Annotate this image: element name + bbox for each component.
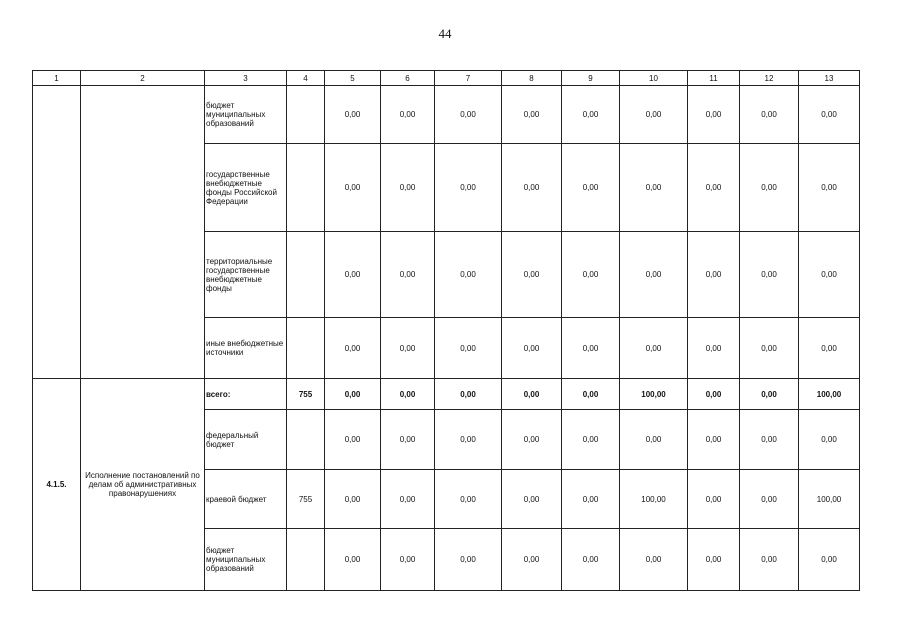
value-cell: 100,00 [799, 379, 860, 410]
value-cell: 0,00 [620, 529, 688, 591]
header-cell: 10 [620, 71, 688, 86]
value-cell: 0,00 [740, 318, 799, 379]
value-cell: 0,00 [562, 86, 620, 144]
grbs-code [287, 232, 325, 318]
value-cell: 0,00 [502, 86, 562, 144]
funding-source: всего: [205, 379, 287, 410]
value-cell: 0,00 [740, 144, 799, 232]
grbs-code [287, 529, 325, 591]
value-cell: 0,00 [562, 410, 620, 470]
value-cell: 0,00 [562, 529, 620, 591]
value-cell: 0,00 [502, 144, 562, 232]
value-cell: 100,00 [620, 379, 688, 410]
value-cell: 0,00 [381, 410, 435, 470]
header-row [33, 71, 860, 86]
value-cell: 0,00 [562, 318, 620, 379]
value-cell: 0,00 [435, 529, 502, 591]
item-name-cell [81, 86, 205, 379]
funding-source: краевой бюджет [205, 470, 287, 529]
value-cell: 0,00 [620, 86, 688, 144]
value-cell: 0,00 [435, 318, 502, 379]
value-cell: 0,00 [325, 470, 381, 529]
value-cell: 0,00 [799, 410, 860, 470]
value-cell: 0,00 [381, 318, 435, 379]
value-cell: 0,00 [620, 144, 688, 232]
header-cell: 3 [205, 71, 287, 86]
value-cell: 0,00 [502, 470, 562, 529]
grbs-code [287, 86, 325, 144]
table-row [33, 379, 860, 410]
grbs-code [287, 410, 325, 470]
header-cell: 1 [33, 71, 81, 86]
table-row [33, 86, 860, 144]
value-cell: 0,00 [799, 232, 860, 318]
value-cell: 0,00 [381, 232, 435, 318]
value-cell: 0,00 [435, 232, 502, 318]
value-cell: 0,00 [562, 470, 620, 529]
grbs-code: 755 [287, 379, 325, 410]
page-number: 44 [438, 26, 452, 41]
value-cell: 0,00 [620, 410, 688, 470]
value-cell: 0,00 [502, 379, 562, 410]
value-cell: 0,00 [325, 318, 381, 379]
value-cell: 0,00 [740, 470, 799, 529]
value-cell: 0,00 [435, 470, 502, 529]
value-cell: 100,00 [799, 470, 860, 529]
value-cell: 0,00 [325, 379, 381, 410]
funding-source: бюджет муниципальных образований [205, 86, 287, 144]
item-code: 4.1.5. [33, 379, 81, 591]
item-code-cell [33, 86, 81, 379]
value-cell: 0,00 [325, 529, 381, 591]
value-cell: 0,00 [435, 144, 502, 232]
value-cell: 0,00 [688, 144, 740, 232]
header-cell: 11 [688, 71, 740, 86]
value-cell: 0,00 [502, 232, 562, 318]
value-cell: 0,00 [325, 144, 381, 232]
value-cell: 0,00 [620, 318, 688, 379]
value-cell: 0,00 [620, 232, 688, 318]
value-cell: 0,00 [435, 410, 502, 470]
value-cell: 0,00 [562, 144, 620, 232]
value-cell: 0,00 [688, 232, 740, 318]
value-cell: 0,00 [799, 86, 860, 144]
value-cell: 0,00 [688, 86, 740, 144]
value-cell: 0,00 [688, 318, 740, 379]
value-cell: 0,00 [325, 232, 381, 318]
value-cell: 0,00 [740, 529, 799, 591]
value-cell: 0,00 [799, 529, 860, 591]
header-cell: 12 [740, 71, 799, 86]
value-cell: 0,00 [688, 470, 740, 529]
value-cell: 0,00 [502, 318, 562, 379]
value-cell: 0,00 [740, 410, 799, 470]
funding-source: бюджет муниципальных образований [205, 529, 287, 591]
value-cell: 0,00 [435, 379, 502, 410]
value-cell: 0,00 [688, 379, 740, 410]
funding-source: государственные внебюджетные фонды Российской Федерации [205, 144, 287, 232]
header-cell: 4 [287, 71, 325, 86]
header-cell: 9 [562, 71, 620, 86]
value-cell: 0,00 [381, 86, 435, 144]
value-cell: 0,00 [799, 144, 860, 232]
header-cell: 6 [381, 71, 435, 86]
funding-source: федеральный бюджет [205, 410, 287, 470]
value-cell: 0,00 [381, 529, 435, 591]
value-cell: 0,00 [502, 529, 562, 591]
value-cell: 0,00 [381, 144, 435, 232]
header-cell: 13 [799, 71, 860, 86]
header-cell: 7 [435, 71, 502, 86]
value-cell: 0,00 [688, 529, 740, 591]
header-cell: 5 [325, 71, 381, 86]
header-cell: 2 [81, 71, 205, 86]
value-cell: 0,00 [562, 232, 620, 318]
item-name: Исполнение постановлений по делам об административных правонарушениях [81, 379, 205, 591]
value-cell: 0,00 [325, 86, 381, 144]
value-cell: 0,00 [688, 410, 740, 470]
funding-source: иные внебюджетные источники [205, 318, 287, 379]
budget-table [32, 70, 860, 591]
value-cell: 100,00 [620, 470, 688, 529]
grbs-code [287, 318, 325, 379]
value-cell: 0,00 [740, 379, 799, 410]
value-cell: 0,00 [435, 86, 502, 144]
value-cell: 0,00 [502, 410, 562, 470]
value-cell: 0,00 [799, 318, 860, 379]
value-cell: 0,00 [381, 379, 435, 410]
grbs-code [287, 144, 325, 232]
value-cell: 0,00 [740, 86, 799, 144]
funding-source: территориальные государственные внебюджетные фонды [205, 232, 287, 318]
value-cell: 0,00 [562, 379, 620, 410]
value-cell: 0,00 [381, 470, 435, 529]
value-cell: 0,00 [740, 232, 799, 318]
value-cell: 0,00 [325, 410, 381, 470]
grbs-code: 755 [287, 470, 325, 529]
header-cell: 8 [502, 71, 562, 86]
